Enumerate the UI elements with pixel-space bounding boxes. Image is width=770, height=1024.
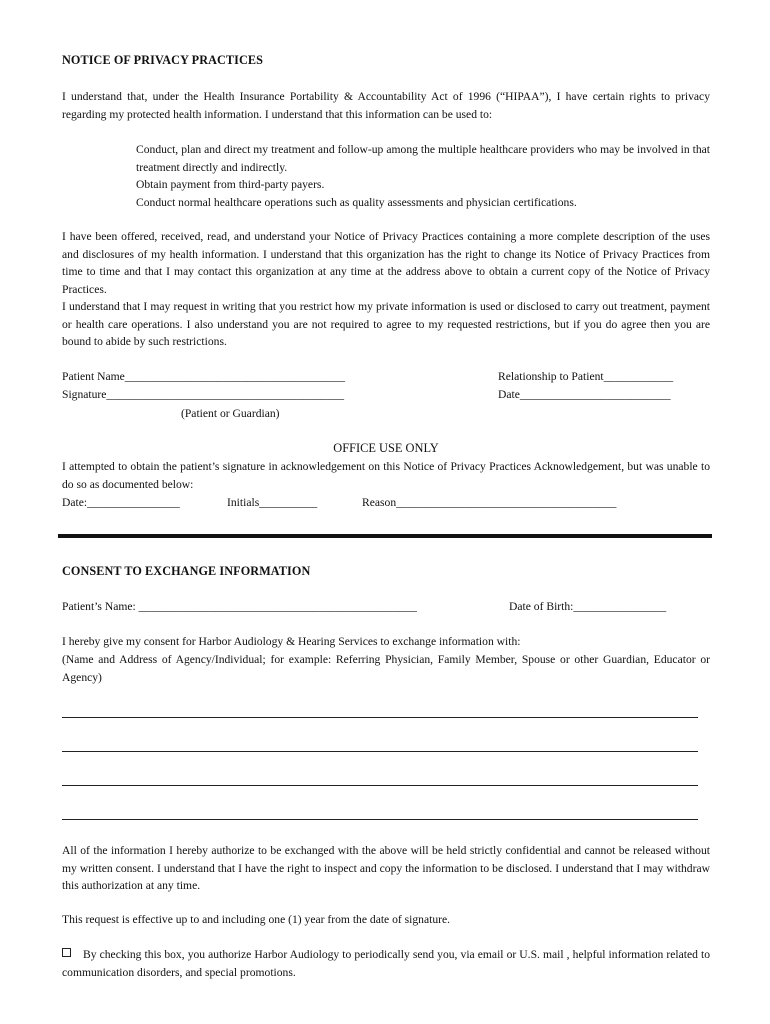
consent-title: CONSENT TO EXCHANGE INFORMATION [62, 564, 311, 578]
signature-field[interactable]: Signature_________________________________________ [62, 388, 345, 401]
consent-paragraph-3: This request is effective up to and including one (1) year from the date of signature. [62, 913, 451, 926]
notice-paragraph-2: I have been offered, received, read, and understand your Notice of Privacy Practices containing a more complete description of the uses and disclosures of my health information. I understand that this organization has the right to change its Notice of Privacy Practices from time to time and that I may contact this organization at any time at the address above to obtain a current copy of the Notice of Privacy Practices. [62, 230, 710, 296]
notice-paragraph-3: I understand that I may request in writing that you restrict how my private information is used or disclosed to carry out treatment, payment or health care operations. I also understand you are not required to agree to my requested restrictions, but if you do agree then you are bound to abide by such restrictions. [62, 300, 710, 348]
notice-title: NOTICE OF PRIVACY PRACTICES [62, 53, 263, 67]
signature-date-field[interactable]: Date__________________________ [498, 388, 671, 401]
agency-line-2[interactable] [62, 750, 698, 752]
use-item: Obtain payment from third-party payers. [136, 178, 325, 191]
promotions-consent [62, 946, 710, 981]
consent-paragraph-1b: (Name and Address of Agency/Individual; for example: Referring Physician, Family Member, Spouse or other Guardian, Educator or Agency) [62, 653, 710, 684]
uses-list [62, 141, 710, 211]
agency-line-3[interactable] [62, 784, 698, 786]
office-use-text: I attempted to obtain the patient’s signature in acknowledgement on this Notice of Privacy Practices Acknowledgement, but was unable to do so as documented below: [62, 460, 710, 491]
relationship-field[interactable]: Relationship to Patient____________ [498, 370, 674, 383]
notice-intro: I understand that, under the Health Insurance Portability & Accountability Act of 1996 (“HIPAA”), I have certain rights to privacy regarding my protected health information. I understand that this information can be used to: [62, 90, 710, 121]
consent-paragraph-1: I hereby give my consent for Harbor Audiology & Hearing Services to exchange information with: [62, 635, 521, 648]
promotions-checkbox-label: By checking this box, you authorize Harbor Audiology to periodically send you, via email or U.S. mail , helpful information related to communication disorders, and special promotions. [62, 948, 710, 979]
guardian-note: (Patient or Guardian) [181, 407, 280, 420]
office-date-field[interactable]: Date:________________ [62, 496, 180, 509]
consent-patient-name-field[interactable]: Patient’s Name: ________________________________________________ [62, 600, 417, 613]
use-item: Conduct, plan and direct my treatment and follow-up among the multiple healthcare providers who may be involved in that treatment directly and indirectly. [136, 143, 710, 174]
agency-line-4[interactable] [62, 818, 698, 820]
section-divider [58, 534, 712, 538]
agency-line-1[interactable] [62, 716, 698, 718]
office-reason-field[interactable]: Reason______________________________________ [362, 496, 617, 509]
office-initials-field[interactable]: Initials__________ [227, 496, 318, 509]
promotions-checkbox[interactable] [62, 948, 71, 957]
date-of-birth-field[interactable]: Date of Birth:________________ [509, 600, 667, 613]
use-item: Conduct normal healthcare operations such as quality assessments and physician certifications. [136, 195, 577, 209]
office-use-title: OFFICE USE ONLY [333, 441, 439, 455]
patient-name-field[interactable]: Patient Name______________________________________ [62, 370, 346, 383]
consent-paragraph-2: All of the information I hereby authorize to be exchanged with the above will be held strictly confidential and cannot be released without my written consent. I understand that I have the right to inspect and copy the information to be disclosed. I understand that I may withdraw this authorization at any time. [62, 844, 710, 892]
